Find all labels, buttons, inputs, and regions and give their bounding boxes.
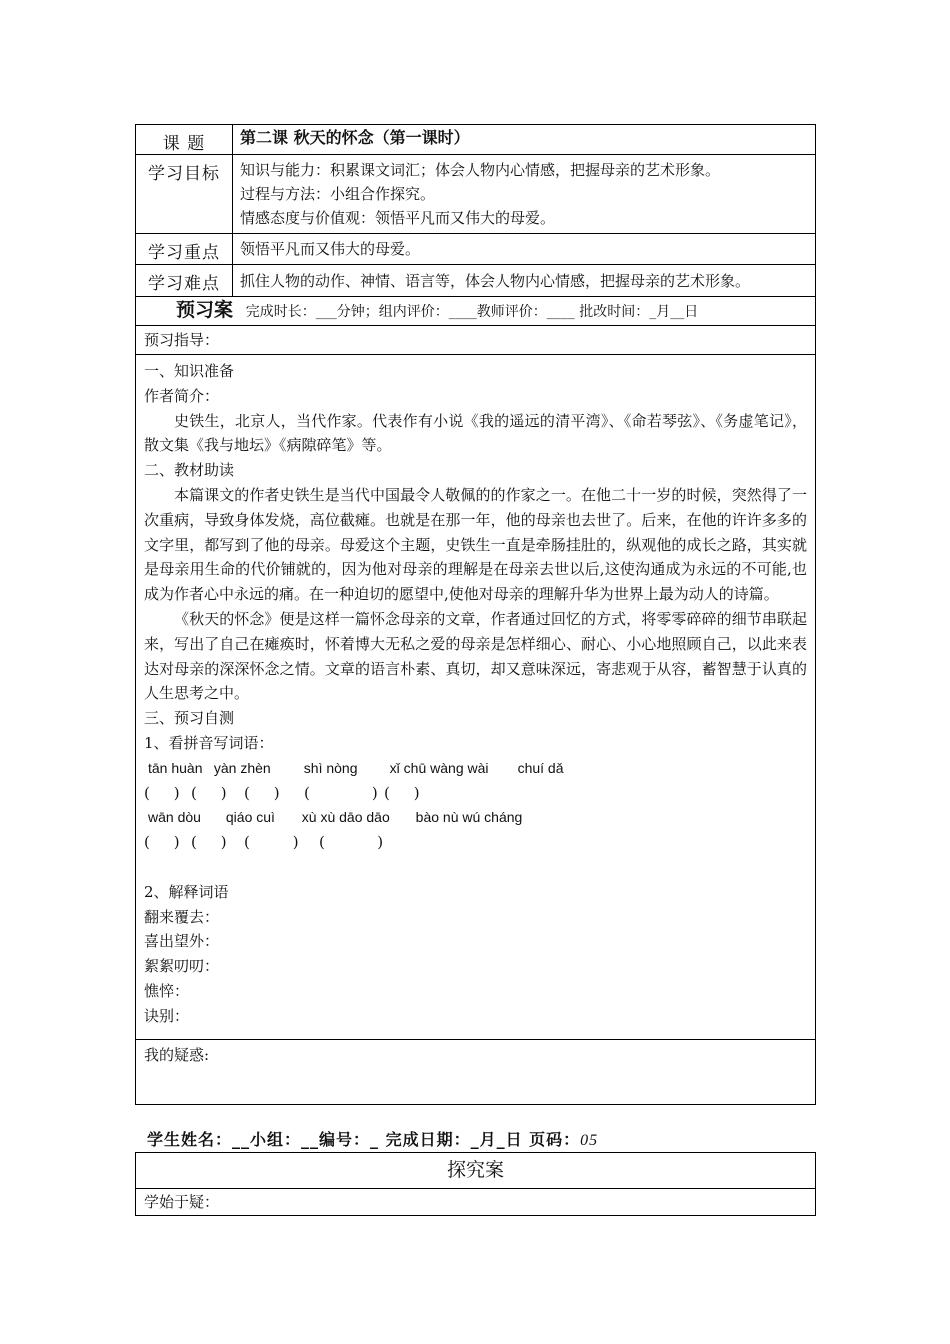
goal-item: 情感态度与价值观：领悟平凡而又伟大的母爱。 bbox=[240, 209, 556, 227]
lesson-table bbox=[135, 124, 816, 1105]
key-label: 学习重点 bbox=[136, 234, 233, 265]
preview-title: 预习案 bbox=[176, 299, 234, 321]
preview-header bbox=[136, 297, 816, 326]
topic-label: 课 题 bbox=[136, 125, 233, 155]
pinyin-word: shì nòng bbox=[303, 759, 358, 776]
pinyin-row bbox=[144, 756, 807, 781]
student-info: 学生姓名：__小组：__编号：_ 完成日期：_月_日 页码： bbox=[147, 1130, 581, 1149]
word-item: 絮絮叨叨： bbox=[144, 957, 220, 976]
pinyin-word: xù xù dāo dāo bbox=[301, 809, 390, 826]
key-value: 领悟平凡而又伟大的母爱。 bbox=[233, 234, 816, 265]
explore-row: 学始于疑： bbox=[136, 1189, 816, 1216]
answer-blanks[interactable]: ( ) ( ) ( ) ( ) bbox=[144, 833, 384, 852]
explore-title: 探究案 bbox=[136, 1153, 816, 1189]
word-item: 喜出望外： bbox=[144, 932, 220, 951]
word-item: 翻来覆去： bbox=[144, 907, 220, 926]
word-item: 诀别： bbox=[144, 1006, 190, 1025]
section-title: 二、教材助读 bbox=[144, 461, 235, 480]
preview-guide: 预习指导： bbox=[136, 326, 816, 355]
difficulty-label: 学习难点 bbox=[136, 265, 233, 297]
pinyin-row bbox=[144, 805, 807, 830]
student-info-line bbox=[147, 1127, 598, 1150]
pinyin-word: chuí dǎ bbox=[517, 759, 564, 776]
pinyin-word: qiáo cuì bbox=[225, 809, 275, 826]
question-title: 1、看拼音写词语： bbox=[144, 733, 274, 752]
author-text: 史铁生，北京人，当代作家。代表作有小说《我的遥远的清平湾》、《命若琴弦》、《务虚笔记》，散文集《我与地坛》《病隙碎笔》等。 bbox=[144, 411, 807, 455]
section-title: 一、知识准备 bbox=[144, 362, 235, 380]
goal-label: 学习目标 bbox=[136, 155, 233, 234]
goal-item: 知识与能力：积累课文词汇；体会人物内心情感，把握母亲的艺术形象。 bbox=[240, 161, 721, 179]
topic-value: 第二课 秋天的怀念（第一课时） bbox=[233, 125, 816, 155]
page-number: 05 bbox=[580, 1132, 599, 1149]
preview-body bbox=[136, 355, 816, 1040]
word-item: 憔悴： bbox=[144, 981, 190, 1000]
preview-meta: 完成时长：___分钟；组内评价：____教师评价：____ 批改时间：_月__日 bbox=[245, 304, 699, 320]
difficulty-value: 抓住人物的动作、神情、语言等，体会人物内心情感，把握母亲的艺术形象。 bbox=[233, 265, 816, 297]
pinyin-word: wān dòu bbox=[148, 809, 201, 826]
explore-table bbox=[135, 1152, 816, 1216]
doubt-label: 我的疑惑: bbox=[144, 1045, 210, 1064]
pinyin-word: tān huàn bbox=[148, 759, 203, 776]
goal-item: 过程与方法：小组合作探究。 bbox=[240, 185, 436, 203]
pinyin-word: yàn zhèn bbox=[213, 759, 271, 776]
pinyin-word: bào nù wú cháng bbox=[415, 809, 523, 826]
doubt-box[interactable] bbox=[136, 1039, 816, 1104]
question-title: 2、解释词语 bbox=[144, 882, 229, 901]
reading-paragraph: 《秋天的怀念》便是这样一篇怀念母亲的文章，作者通过回忆的方式，将零零碎碎的细节串联起来，写出了自己在瘫痪时，怀着博大无私之爱的母亲是怎样细心、耐心、小心地照顾自己，以此来表达对母亲的深深怀念之情。文章的语言朴素、真切，却又意味深远，寄悲观于从容，蓄智慧于认真的人生思考之中。 bbox=[144, 609, 807, 703]
pinyin-word: xǐ chū wàng wài bbox=[389, 759, 489, 776]
answer-blanks[interactable]: ( ) ( ) ( ) ( ) ( ) bbox=[144, 783, 420, 802]
reading-paragraph: 本篇课文的作者史铁生是当代中国最令人敬佩的的作家之一。在他二十一岁的时候，突然得了一次重病，导致身体发烧，高位截瘫。也就是在那一年，他的母亲也去世了。后来，在他的许许多多的文字里，都写到了他的母亲。母爱这个主题，史铁生一直是牵肠挂肚的，纵观他的成长之路，其实就是母亲用生命的代价铺就的，因为他对母亲的理解是在母亲去世以后,这使沟通成为永远的不可能,也成为作者心中永远的痛。在一种迫切的愿望中,使他对母亲的理解升华为世界上最为动人的诗篇。 bbox=[144, 485, 807, 604]
section-title: 三、预习自测 bbox=[144, 709, 235, 728]
goal-list bbox=[233, 155, 816, 234]
author-label: 作者简介： bbox=[144, 386, 220, 405]
